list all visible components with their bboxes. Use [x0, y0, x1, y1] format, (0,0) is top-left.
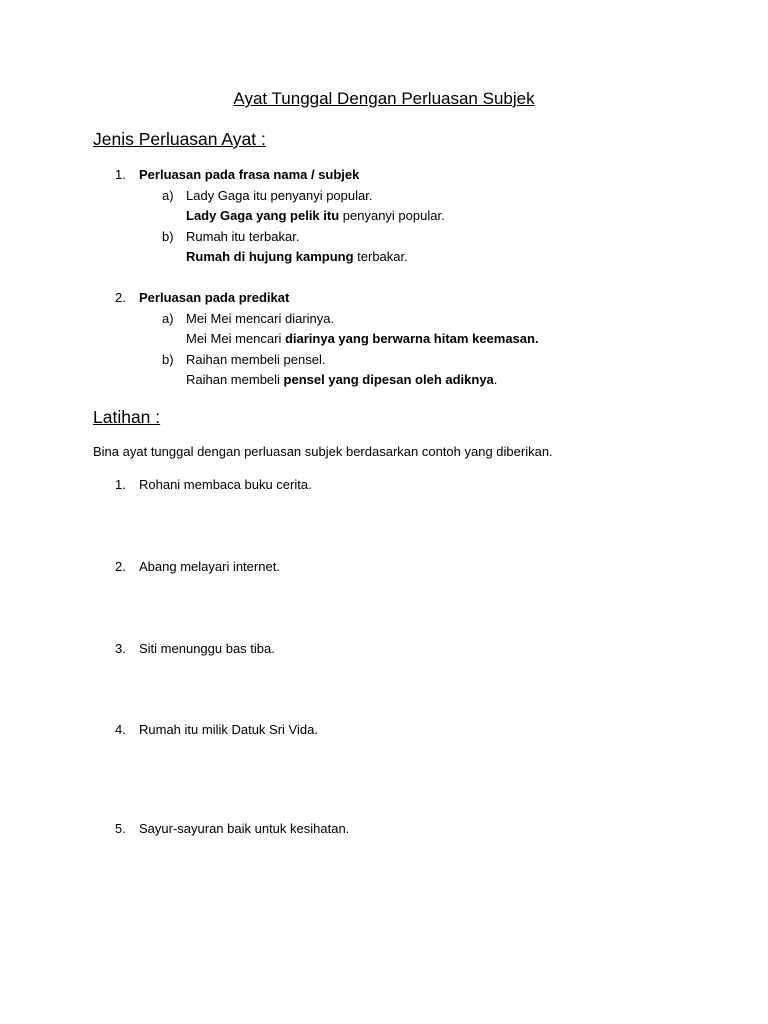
- exercise-text: Abang melayari internet.: [139, 559, 280, 574]
- exercise-text: Rumah itu milik Datuk Sri Vida.: [139, 722, 318, 737]
- exercise-number: 5.: [115, 821, 126, 836]
- extended-bold: pensel yang dipesan oleh adiknya: [283, 372, 494, 387]
- example-extended: [186, 372, 497, 388]
- extended-pre: Mei Mei mencari: [186, 331, 285, 346]
- example-plain: Raihan membeli pensel.: [186, 352, 326, 367]
- list-number: 1.: [115, 167, 126, 182]
- exercise-number: 3.: [115, 641, 126, 656]
- exercise-number: 2.: [115, 559, 126, 574]
- extended-rest: terbakar.: [353, 249, 408, 264]
- example-extended: [186, 331, 539, 347]
- exercise-text: Rohani membaca buku cerita.: [139, 477, 312, 492]
- sub-letter: b): [162, 229, 174, 244]
- example-extended: [186, 208, 445, 224]
- example-plain: Mei Mei mencari diarinya.: [186, 311, 335, 326]
- example-plain: Rumah itu terbakar.: [186, 229, 300, 244]
- section-heading-jenis: Jenis Perluasan Ayat :: [93, 129, 266, 149]
- extended-rest: .: [493, 372, 498, 387]
- extended-pre: Raihan membeli: [186, 372, 284, 387]
- list-item-label: Perluasan pada frasa nama / subjek: [139, 167, 360, 182]
- extended-bold: Rumah di hujung kampung: [186, 249, 354, 264]
- sub-letter: a): [162, 311, 174, 326]
- list-item-label: Perluasan pada predikat: [139, 290, 290, 305]
- exercise-text: Siti menunggu bas tiba.: [139, 641, 275, 656]
- example-plain: Lady Gaga itu penyanyi popular.: [186, 188, 373, 203]
- sub-letter: b): [162, 352, 174, 367]
- page-title: Ayat Tunggal Dengan Perluasan Subjek: [233, 89, 535, 108]
- section-heading-latihan: Latihan :: [93, 407, 161, 427]
- extended-rest: penyanyi popular.: [339, 208, 445, 223]
- exercise-number: 4.: [115, 722, 126, 737]
- sub-letter: a): [162, 188, 174, 203]
- list-number: 2.: [115, 290, 126, 305]
- example-extended: [186, 249, 408, 265]
- extended-bold: diarinya yang berwarna hitam keemasan.: [284, 331, 539, 346]
- extended-bold: Lady Gaga yang pelik itu: [186, 208, 340, 223]
- instruction-text: Bina ayat tunggal dengan perluasan subjek berdasarkan contoh yang diberikan.: [93, 444, 553, 459]
- exercise-number: 1.: [115, 477, 126, 492]
- exercise-text: Sayur-sayuran baik untuk kesihatan.: [139, 821, 350, 836]
